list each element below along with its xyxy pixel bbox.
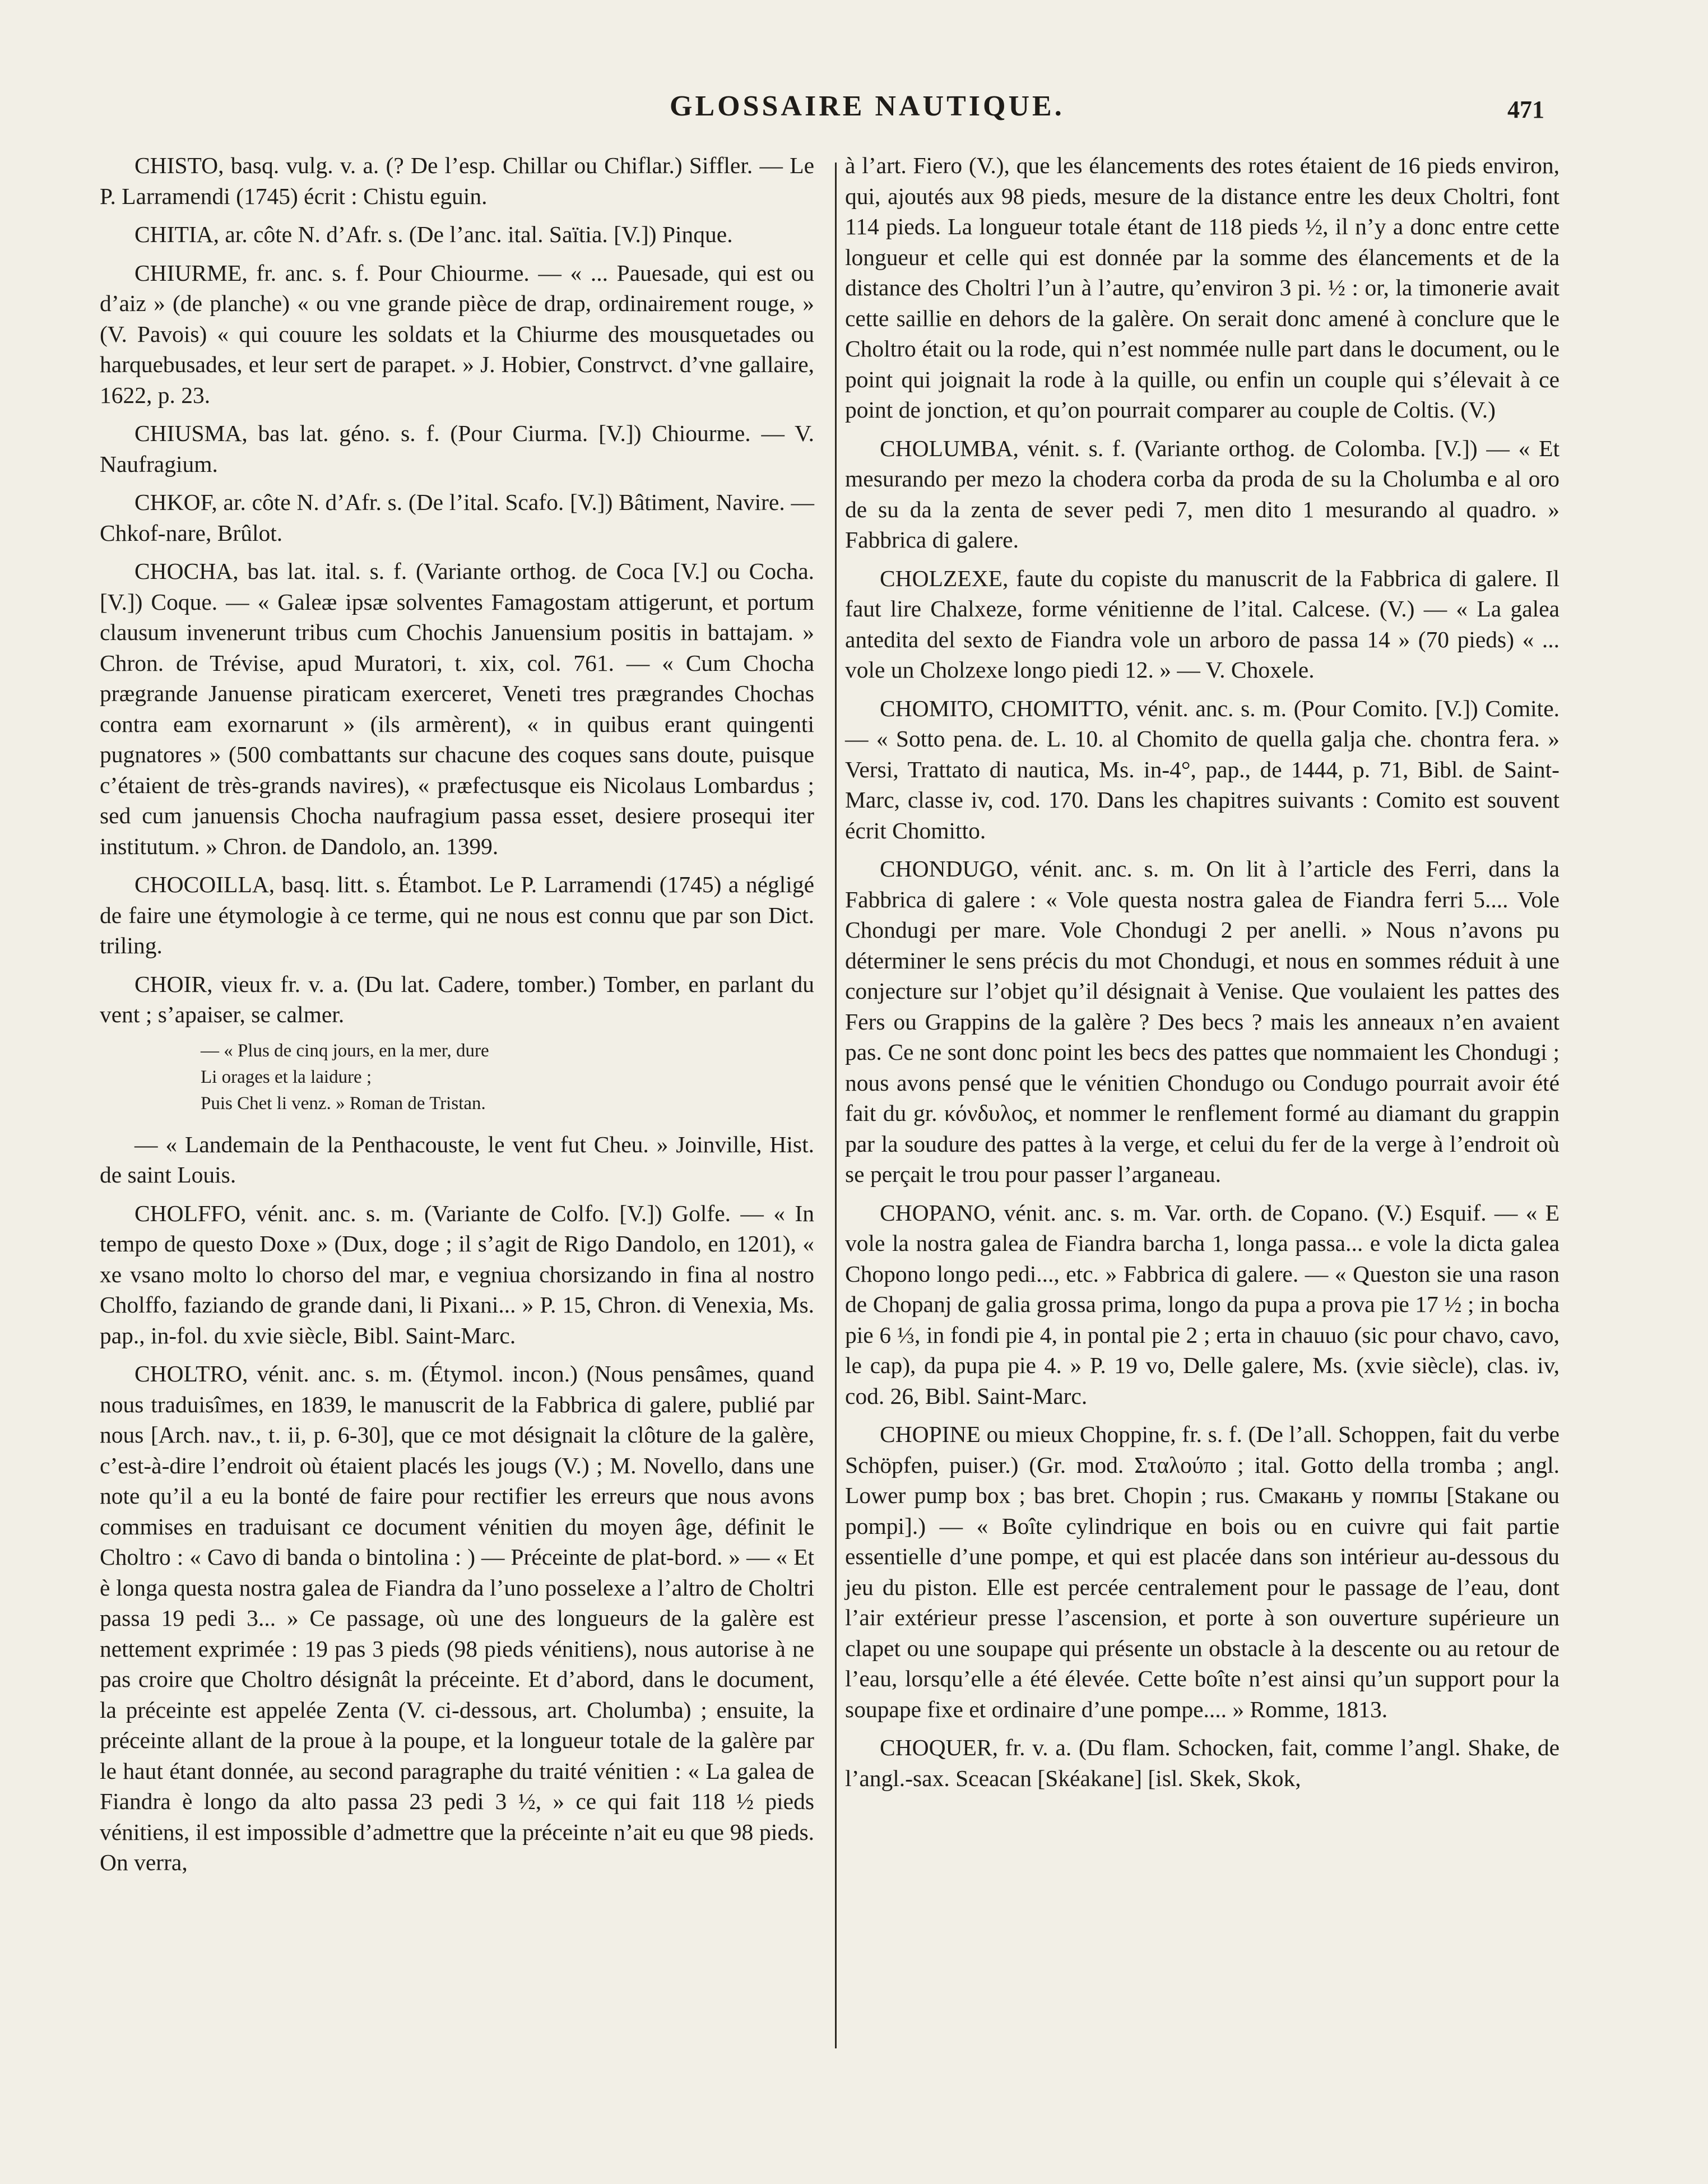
entry-text: faute du copiste du manuscrit de la Fabbrica di galere. Il faut lire Chalxeze, forme vénitienne de l’ital. Calcese. (V.) — « La galea antedita del sexto de Fiandra vole un arboro de passa 14 » (70 pieds) « ... vole un Cholzexe longo piedi 12. » — V. Choxele.: [845, 565, 1560, 683]
running-title: GLOSSAIRE NAUTIQUE.: [670, 90, 1065, 122]
entry-text: vénit. s. f. (Variante orthog. de Colomba. [V.]) — « Et mesurando per mezo la chodera corba da proda de su la Cholumba e al oro de su da la zenta de sever pedi 7, men dito 1 mesurando al quadro. » Fabbrica di galere.: [845, 435, 1560, 553]
headword: CHOIR,: [134, 971, 213, 997]
headword: CHISTO,: [134, 152, 224, 178]
headword: CHOQUER,: [880, 1735, 998, 1760]
headword: CHIUSMA,: [134, 420, 248, 446]
verse-line: — « Plus de cinq jours, en la mer, dure: [201, 1040, 489, 1061]
headword: CHOLUMBA,: [880, 435, 1019, 461]
headword: CHOPANO,: [880, 1199, 996, 1226]
glossary-entry: [100, 487, 814, 548]
entry-text: vénit. anc. s. m. On lit à l’article des Ferri, dans la Fabbrica di galere : « Vole questa nostra galea de Fiandra ferri 5.... Vole Chondugi per mare. Vole Chondugi 2 per anelli. » Nous n’avons pu déterminer le sens précis du mot Chondugi, et nous en sommes réduit à une conjecture sur l’objet qu’il désignait à Venise. Que voulaient les pattes des Fers ou Grappins de la galère ? Des becs ? mais les anneaux n’en avaient pas. Ce ne sont donc point les becs des pattes que nommaient les Chondugi ; nous avons pensé que le vénitien Chondugo ou Condugo pourrait avoir été fait du gr. κόνδυλος, et nommer le renflement formé au diamant du grappin par la soudure des pattes à la verge, et celui du fer de la verge à l’endroit où se perçait le trou pour passer l’arganeau.: [845, 856, 1560, 1187]
entry-text: vénit. anc. s. m. (Étymol. incon.) (Nous pensâmes, quand nous traduisîmes, en 1839, le manuscrit de la Fabbrica di galere, publié par nous [Arch. nav., t. ii, p. 6-30], que ce mot désignait la clôture de la galère, c’est-à-dire l’endroit où étaient placés les jougs (V.) ; M. Novello, dans une note qu’il a eu la bonté de faire pour rectifier les erreurs que nous avons commises en traduisant ce document vénitien du moyen âge, définit le Choltro : « Cavo di banda o bintolina : ) — Préceinte de plat-bord. » — « Et è longa questa nostra galea de Fiandra da l’uno posselexe a l’altro de Choltri passa 19 pedi 3... » Ce passage, où une des longueurs de la galère est nettement exprimée : 19 pas 3 pieds (98 pieds vénitiens), nous autorise à ne pas croire que Choltro désignât la préceinte. Et d’abord, dans le document, la préceinte est appelée Zenta (V. ci-dessous, art. Cholumba) ; ensuite, la préceinte allant de la proue à la poupe, et la longueur totale de la galère par le haut étant donnée, au second paragraphe du traité vénitien : « La galea de Fiandra è longo da alto passa 23 pedi 3 ½, » ce qui fait 118 ½ pieds vénitiens, il est impossible d’admettre que la préceinte n’ait eu que 98 pieds. On verra,: [100, 1361, 814, 1875]
glossary-entry: [100, 869, 814, 961]
entry-text: bas lat. ital. s. f. (Variante orthog. de Coca [V.] ou Cocha. [V.]) Coque. — « Galeæ ipsæ solventes Famagostam attigerunt, et portum clausum invenerunt tribus cum Chochis Januensium positis in battajam. » Chron. de Trévise, apud Muratori, t. xix, col. 761. — « Cum Chocha prægrande Januense piraticam exerceret, Veneti tres prægrandes Chochas contra eam exornarunt » (ils armèrent), « in quibus erant quingenti pugnatores » (500 combattants sur chacune des coques sans doute, puisque c’étaient de très-grands navires), « præfectusque eis Nicolaus Lombardus ; sed cum januensis Chocha naufragium passa esset, desiere prosequi iter institutum. » Chron. de Dandolo, an. 1399.: [100, 558, 814, 859]
headword: CHITIA,: [134, 221, 219, 247]
glossary-entry: [100, 969, 814, 1030]
glossary-entry: [845, 433, 1560, 555]
entry-text: ar. côte N. d’Afr. s. (De l’ital. Scafo. [V.]) Bâtiment, Navire. — Chkof-nare, Brûlot.: [100, 489, 814, 546]
headword: CHOMITO, CHOMITTO,: [880, 695, 1129, 721]
glossary-entry: [845, 693, 1560, 846]
glossary-entry: [845, 1419, 1560, 1724]
column-divider: [835, 163, 837, 2048]
left-column: [100, 150, 814, 1886]
headword: CHOCOILLA,: [134, 871, 275, 897]
headword: CHOPINE: [880, 1421, 981, 1447]
glossary-entry: [100, 418, 814, 479]
glossary-entry: [845, 854, 1560, 1190]
entry-text: vénit. anc. s. m. Var. orth. de Copano. (V.) Esquif. — « E vole la nostra galea de Fiandra barcha 1, longa passa... e vole la dicta galea Chopono longo pedi..., etc. » Fabbrica di galere. — « Queston sie una rason de Chopanj de galia grossa prima, longo da pupa a prova pie 17 ½ ; in bocha pie 6 ⅓, in fondi pie 4, in pontal pie 2 ; erta in chauuo (sic pour chavo, cavo, le cap), da pupa pie 4. » P. 19 vo, Delle galere, Ms. (xvie siècle), clas. iv, cod. 26, Bibl. Saint-Marc.: [845, 1199, 1560, 1409]
glossary-entry: [845, 563, 1560, 685]
entry-text: fr. v. a. (Du flam. Schocken, fait, comme l’angl. Shake, de l’angl.-sax. Sceacan [Skéakane] [isl. Skek, Skok,: [845, 1735, 1560, 1791]
verse-line: Li orages et la laidure ;: [201, 1067, 372, 1087]
entry-text: ar. côte N. d’Afr. s. (De l’anc. ital. Saïtia. [V.]) Pinque.: [219, 221, 733, 247]
glossary-entry: [100, 556, 814, 861]
headword: CHONDUGO,: [880, 856, 1019, 882]
entry-text: basq. vulg. v. a. (? De l’esp. Chillar ou Chiflar.) Siffler. — Le P. Larramendi (1745) écrit : Chistu eguin.: [100, 152, 814, 209]
verse-line: Puis Chet li venz. » Roman de Tristan.: [201, 1093, 486, 1114]
entry-text: basq. litt. s. Étambot. Le P. Larramendi (1745) a négligé de faire une étymologie à ce terme, qui ne nous est connu que par son Dict. triling.: [100, 871, 814, 958]
entry-text: — « Landemain de la Penthacouste, le vent fut Cheu. » Joinville, Hist. de saint Louis.: [100, 1131, 814, 1188]
glossary-entry: [100, 1198, 814, 1351]
entry-text: vénit. anc. s. m. (Pour Comito. [V.]) Comite. — « Sotto pena. de. L. 10. al Chomito de quella galja che. chontra fera. » Versi, Trattato di nautica, Ms. in-4°, pap., de 1444, p. 71, Bibl. de Saint-Marc, classe iv, cod. 170. Dans les chapitres suivants : Comito est souvent écrit Chomitto.: [845, 695, 1560, 843]
entry-text: vénit. anc. s. m. (Variante de Colfo. [V.]) Golfe. — « In tempo de questo Doxe » (Dux, doge ; il s’agit de Rigo Dandolo, en 1201), « xe vsano molto lo chorso del mar, e vegniua chorsizando in fina al nostro Cholffo, faziando de grande dani, li Pixani... » P. 15, Chron. di Venexia, Ms. pap., in-fol. du xvie siècle, Bibl. Saint-Marc.: [100, 1200, 814, 1348]
headword: CHOLFFO,: [134, 1200, 247, 1226]
entry-text: bas lat. géno. s. f. (Pour Ciurma. [V.]) Chiourme. — V. Naufragium.: [100, 420, 814, 477]
glossary-entry-continued: [845, 150, 1560, 425]
headword: CHKOF,: [134, 489, 217, 515]
headword: CHIURME,: [134, 259, 248, 286]
entry-text: à l’art. Fiero (V.), que les élancements des rotes étaient de 16 pieds environ, qui, ajoutés aux 98 pieds, mesure de la distance entre les deux Choltri, font 114 pieds. La longueur totale étant de 118 pieds ½, il n’y a donc entre cette longueur et celle qui est donnée par la somme des élancements et de la distance des Choltri l’un à l’autre, qu’environ 3 pi. ½ : or, la timonerie avait cette saillie en dehors de la galère. On serait donc amené à conclure que le Choltro était ou la rode, qui n’est nommée nulle part dans le document, ou le point qui joignait la rode à la quille, ou enfin un couple qui s’élevait à ce point de jonction, et qu’on pourrait comparer au couple de Coltis. (V.): [845, 152, 1560, 423]
glossary-entry: [100, 1358, 814, 1878]
glossary-entry: [100, 1129, 814, 1190]
headword: CHOCHA,: [134, 558, 239, 584]
entry-text: fr. anc. s. f. Pour Chiourme. — « ... Pauesade, qui est ou d’aiz » (de planche) « ou vne grande pièce de drap, ordinairement rouge, » (V. Pavois) « qui couure les soldats et la Chiurme des mousquetades ou harquebusades, et leur sert de parapet. » J. Hobier, Constrvct. d’vne gallaire, 1622, p. 23.: [100, 259, 814, 408]
verse-quote: [201, 1038, 814, 1117]
glossary-entry: [100, 258, 814, 411]
entry-text: vieux fr. v. a. (Du lat. Cadere, tomber.) Tomber, en parlant du vent ; s’apaiser, se calmer.: [100, 971, 814, 1027]
glossary-entry: [100, 219, 814, 250]
glossary-entry: [845, 1198, 1560, 1412]
headword: CHOLZEXE,: [880, 565, 1009, 591]
glossary-entry: [100, 150, 814, 211]
running-header: [0, 90, 1708, 135]
headword: CHOLTRO,: [134, 1361, 248, 1387]
entry-text: ou mieux Choppine, fr. s. f. (De l’all. Schoppen, fait du verbe Schöpfen, puiser.) (Gr. mod. Σταλούπο ; ital. Gotto della tromba ; angl. Lower pump box ; bas bret. Chopin ; rus. Смакань у помпы [Stakane ou pompi].) — « Boîte cylindrique en bois ou en cuivre qui fait partie essentielle d’une pompe, et qui est placée dans son intérieur au-dessous du jeu du piston. Elle est percée centralement pour le passage de l’eau, dont l’air extérieur presse l’ascension, et porte à son ouverture supérieure un clapet ou une soupape qui présente un obstacle à la descente ou au retour de l’eau, lorsqu’elle a été élevée. Cette boîte n’est ainsi qu’un support pour la soupape fixe et ordinaire d’une pompe.... » Romme, 1813.: [845, 1421, 1560, 1722]
page-number: 471: [1507, 96, 1544, 123]
glossary-entry: [845, 1732, 1560, 1793]
right-column: [845, 150, 1560, 1801]
